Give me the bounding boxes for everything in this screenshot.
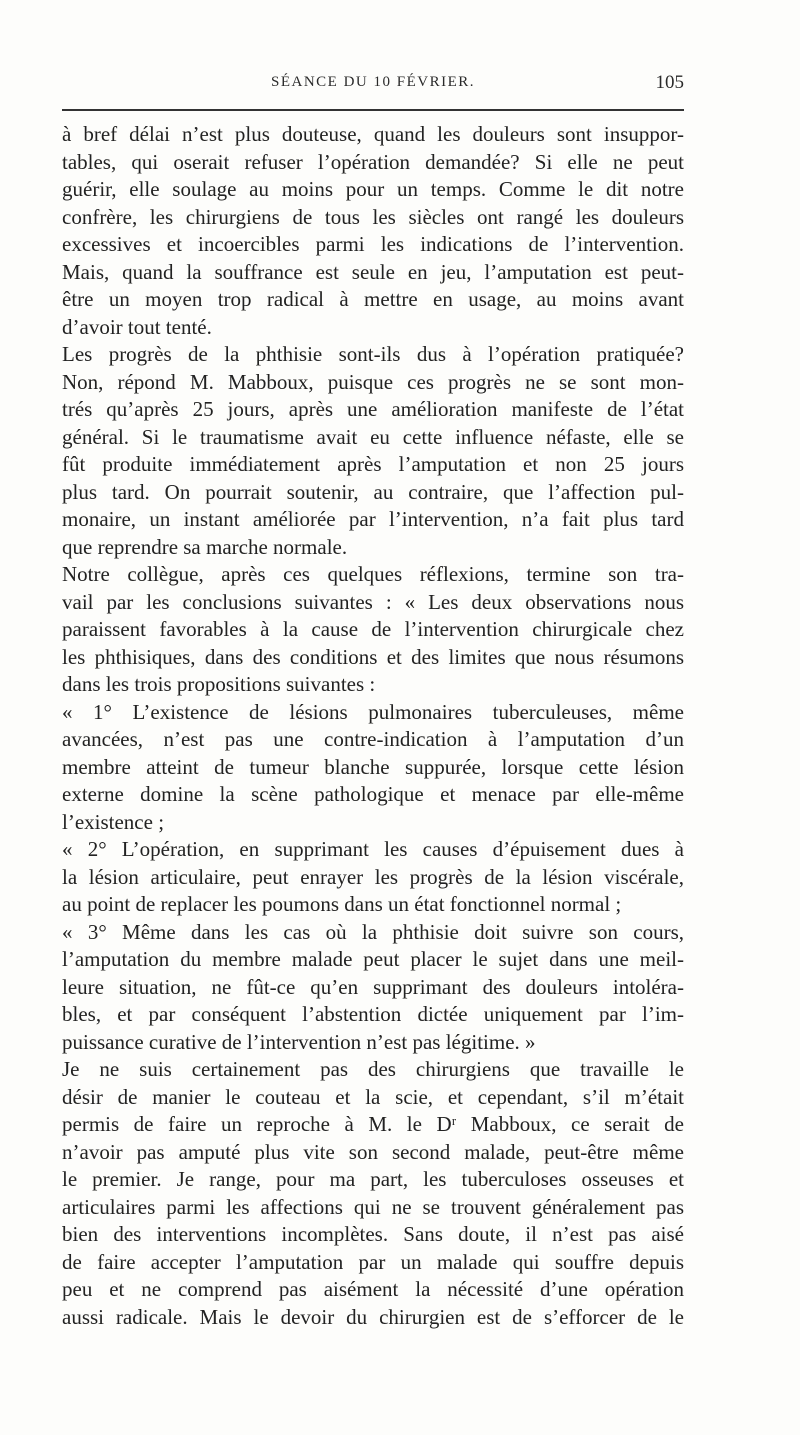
text-line: Je ne suis certainement pas des chirurgiens que travaille le	[62, 1057, 684, 1081]
text-line: peu et ne comprend pas aisément la nécessité d’une opération	[62, 1277, 684, 1301]
text-line: « 3° Même dans les cas où la phthisie doit suivre son cours,	[62, 919, 684, 944]
text-line: dans les trois propositions suivantes :	[62, 672, 376, 696]
text-line: aussi radicale. Mais le devoir du chirurgien est de s’efforcer de le	[62, 1304, 684, 1329]
text-line: membre atteint de tumeur blanche suppurée, lorsque cette lésion	[62, 754, 684, 779]
text-line: vail par les conclusions suivantes : « Les deux observations nous	[62, 589, 684, 614]
text-line: monaire, un instant améliorée par l’intervention, n’a fait plus tard	[62, 507, 684, 531]
text-line: avancées, n’est pas une contre-indication à l’amputation d’un	[62, 727, 684, 751]
page-number: 105	[655, 72, 684, 93]
text-line: l’existence ;	[62, 809, 165, 834]
text-line: plus tard. On pourrait soutenir, au contraire, que l’affection pul-	[62, 479, 684, 504]
text-line: la lésion articulaire, peut enrayer les progrès de la lésion viscérale,	[62, 864, 684, 889]
text-line: guérir, elle soulage au moins pour un temps. Comme le dit notre	[62, 177, 684, 201]
text-line: puissance curative de l’intervention n’est pas légitime. »	[62, 1029, 536, 1054]
text-line: « 2° L’opération, en supprimant les causes d’épuisement dues à	[62, 837, 684, 861]
text-line: fût produite immédiatement après l’amputation et non 25 jours	[62, 452, 684, 476]
text-line: que reprendre sa marche normale.	[62, 534, 348, 559]
text-line: leure situation, ne fût-ce qu’en supprimant des douleurs intoléra-	[62, 974, 684, 999]
text-line: désir de manier le couteau et la scie, et cependant, s’il m’était	[62, 1084, 684, 1109]
text-line: d’avoir tout tenté.	[62, 314, 212, 339]
text-line: au point de replacer les poumons dans un état fonctionnel normal ;	[62, 892, 622, 916]
text-line: à bref délai n’est plus douteuse, quand les douleurs sont insuppor-	[62, 122, 684, 146]
text-line: tables, qui oserait refuser l’opération demandée? Si elle ne peut	[62, 149, 684, 174]
text-line: Non, répond M. Mabboux, puisque ces progrès ne se sont mon-	[62, 369, 684, 394]
running-head	[62, 74, 684, 98]
text-line: n’avoir pas amputé plus vite son second malade, peut-être même	[62, 1139, 684, 1164]
text-line: être un moyen trop radical à mettre en usage, au moins avant	[62, 287, 684, 311]
text-line: bles, et par conséquent l’abstention dictée uniquement par l’im-	[62, 1002, 684, 1026]
text-line: général. Si le traumatisme avait eu cette influence néfaste, elle se	[62, 424, 684, 449]
text-line: paraissent favorables à la cause de l’intervention chirurgicale chez	[62, 617, 684, 641]
text-line: les phthisiques, dans des conditions et des limites que nous résumons	[62, 644, 684, 669]
text-line: externe domine la scène pathologique et menace par elle-même	[62, 782, 684, 806]
text-line: Les progrès de la phthisie sont-ils dus à l’opération pratiquée?	[62, 342, 684, 366]
body-text	[62, 121, 684, 1331]
text-line: l’amputation du membre malade peut placer le sujet dans une meil-	[62, 947, 684, 971]
text-line: Mais, quand la souffrance est seule en jeu, l’amputation est peut-	[62, 259, 684, 284]
text-line: bien des interventions incomplètes. Sans doute, il n’est pas aisé	[62, 1222, 684, 1246]
text-line: trés qu’après 25 jours, après une amélioration manifeste de l’état	[62, 397, 684, 421]
text-line: de faire accepter l’amputation par un malade qui souffre depuis	[62, 1249, 684, 1274]
text-line: articulaires parmi les affections qui ne se trouvent généralement pas	[62, 1194, 684, 1219]
header-rule	[62, 109, 684, 111]
running-title: SÉANCE DU 10 FÉVRIER.	[270, 74, 475, 90]
text-line: Notre collègue, après ces quelques réflexions, termine son tra-	[62, 562, 684, 586]
text-line: le premier. Je range, pour ma part, les tuberculoses osseuses et	[62, 1167, 684, 1191]
text-line: permis de faire un reproche à M. le Dʳ Mabboux, ce serait de	[62, 1112, 684, 1136]
text-line: confrère, les chirurgiens de tous les siècles ont rangé les douleurs	[62, 204, 684, 229]
text-line: « 1° L’existence de lésions pulmonaires tuberculeuses, même	[62, 699, 684, 724]
text-line: excessives et incoercibles parmi les indications de l’intervention.	[62, 232, 684, 256]
